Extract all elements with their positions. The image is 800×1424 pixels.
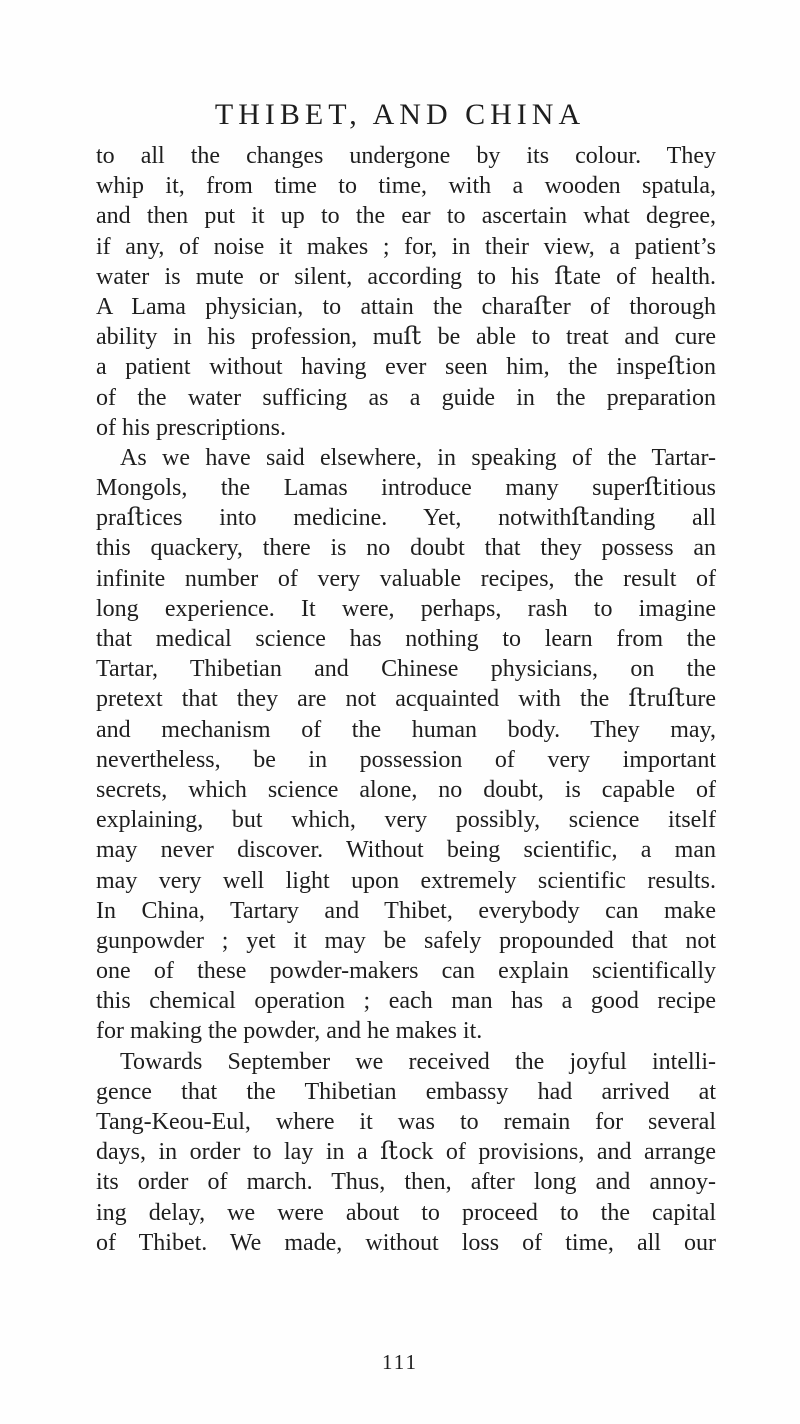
text-line: of Thibet. We made, without loss of time, all our [96,1229,716,1256]
text-line: gunpowder ; yet it may be safely propounded that not [96,927,716,954]
text-line: ing delay, we were about to proceed to the capital [96,1199,716,1226]
text-line: that medical science has nothing to learn from the [96,626,716,652]
page-number: 111 [382,1350,418,1374]
text-line: long experience. It were, perhaps, rash to imagine [96,595,716,622]
text-line: As we have said elsewhere, in speaking of the Tartar- [120,444,716,471]
text-line: may never discover. Without being scientific, a man [96,837,716,864]
text-line: Tang-Keou-Eul, where it was to remain for several [96,1109,716,1135]
running-head: THIBET, AND CHINA [214,98,586,131]
body-text [96,141,716,1258]
text-line: a patient without having ever seen him, the inspeﬅion [96,354,716,381]
text-line: secrets, which science alone, no doubt, is capable of [96,776,716,803]
text-line: one of these powder-makers can explain scientifically [96,958,716,985]
text-line: days, in order to lay in a ﬅock of provisions, and arrange [96,1139,716,1166]
text-line: Tartar, Thibetian and Chinese physicians, on the [96,656,716,683]
text-line: may very well light upon extremely scientific results. [96,867,716,894]
text-line: this quackery, there is no doubt that they possess an [96,535,716,562]
text-line: Mongols, the Lamas introduce many superﬅitious [96,475,716,502]
text-line: praﬅices into medicine. Yet, notwithﬅanding all [96,505,716,532]
text-line: its order of march. Thus, then, after long and annoy- [96,1169,716,1196]
text-line: infinite number of very valuable recipes, the result of [96,565,716,592]
text-line: pretext that they are not acquainted with the ﬅruﬅure [96,686,716,713]
text-line: A Lama physician, to attain the charaﬅer of thorough [96,293,716,320]
text-line: and then put it up to the ear to ascertain what degree, [96,203,716,230]
text-line: to all the changes undergone by its colour. They [96,143,716,169]
text-line: of the water sufficing as a guide in the preparation [96,384,716,411]
text-line: and mechanism of the human body. They may, [96,716,716,743]
text-line: ability in his profession, muﬅ be able to treat and cure [96,324,716,351]
text-line: explaining, but which, very possibly, science itself [96,807,716,834]
text-line: water is mute or silent, according to his ﬅate of health. [96,263,716,290]
text-line: whip it, from time to time, with a wooden spatula, [96,173,716,200]
text-line: this chemical operation ; each man has a good recipe [96,988,716,1015]
text-line: In China, Tartary and Thibet, everybody can make [96,897,716,924]
text-line: gence that the Thibetian embassy had arrived at [96,1078,716,1105]
text-line: Towards September we received the joyful intelli- [120,1048,716,1075]
text-line: of his prescriptions. [96,414,286,441]
text-line: if any, of noise it makes ; for, in their view, a patient’s [96,233,716,260]
text-line: nevertheless, be in possession of very important [96,746,716,773]
text-line: for making the powder, and he makes it. [96,1018,483,1045]
